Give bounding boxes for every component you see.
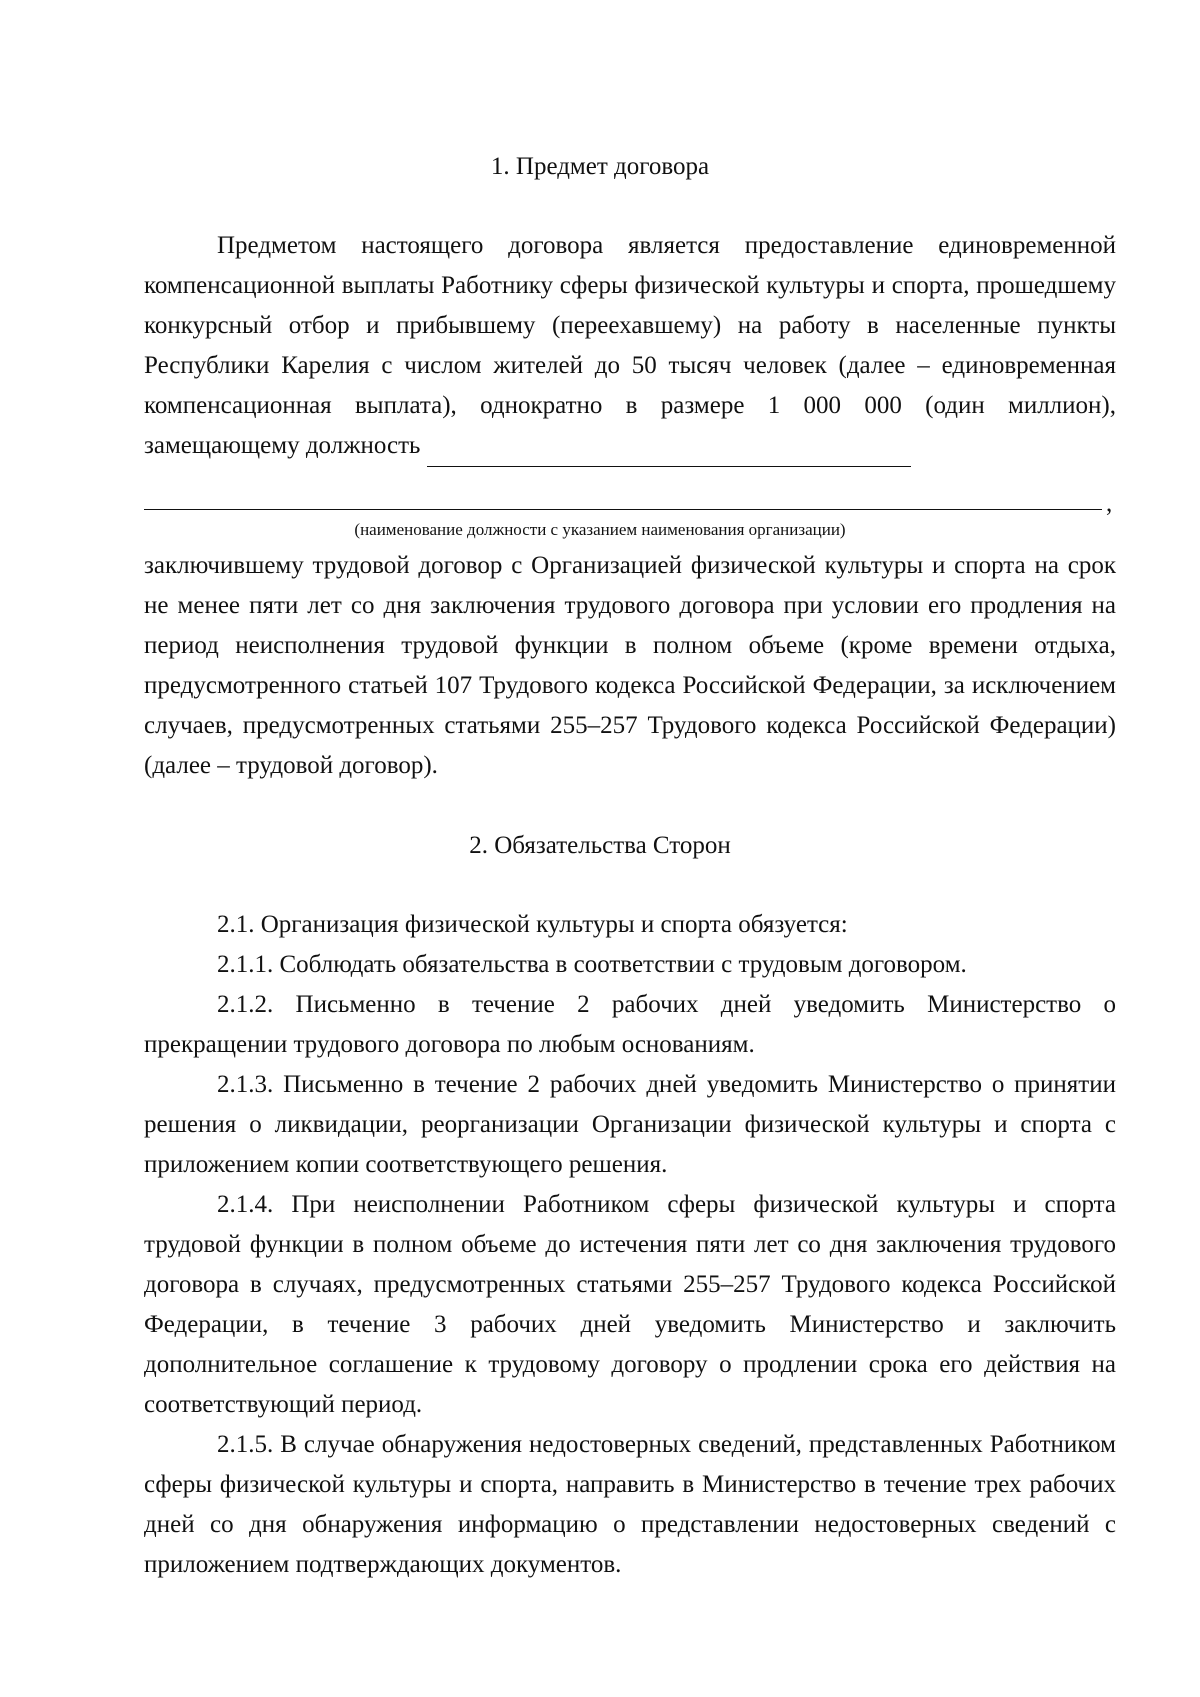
- subject-text: Предметом настоящего договора является предоставление единовременной компенсационной выплаты Работнику сферы физической культуры и спорта, прошедшему конкурсный отбор и прибывшему (переехавшему) на работу в населенные пункты Республики Карелия с числом жителей до 50 тысяч человек (далее – единовременная компенсационная выплата), однократно в размере 1 000 000 (один миллион), замещающему должность: [144, 232, 1116, 459]
- line-end-comma: ,: [1106, 490, 1113, 517]
- clause-2-1-2: 2.1.2. Письменно в течение 2 рабочих дней уведомить Министерство о прекращении трудового договора по любым основаниям.: [144, 991, 1116, 1058]
- clause-2-1-1: 2.1.1. Соблюдать обязательства в соответствии с трудовым договором.: [217, 951, 967, 978]
- section-1-continuation: [144, 546, 1116, 786]
- position-field-hint: (наименование должности с указанием наименования организации): [354, 520, 846, 539]
- clause-2-1: 2.1. Организация физической культуры и спорта обязуется:: [217, 911, 848, 938]
- section-1-paragraph: [144, 226, 1116, 467]
- clause-2-1-3: 2.1.3. Письменно в течение 2 рабочих дней уведомить Министерство о принятии решения о ликвидации, реорганизации Организации физической культуры и спорта с приложением копии соответствующего решения.: [144, 1071, 1116, 1178]
- clause-2-1-5: 2.1.5. В случае обнаружения недостоверных сведений, представленных Работником сферы физической культуры и спорта, направить в Министерство в течение трех рабочих дней со дня обнаружения информацию о представлении недостоверных сведений с приложением подтверждающих документов.: [144, 1431, 1116, 1578]
- section-2-title: 2. Обязательства Сторон: [469, 832, 731, 859]
- subject-paragraph: [144, 226, 1116, 467]
- section-2-body: [144, 905, 1116, 1585]
- blank-rule: [144, 509, 1102, 510]
- continuation-paragraph: заключившему трудовой договор с Организацией физической культуры и спорта на срок не менее пяти лет со дня заключения трудового договора при условии его продления на период неисполнения трудовой функции в полном объеме (кроме времени отдыха, предусмотренного статьей 107 Трудового кодекса Российской Федерации, за исключением случаев, предусмотренных статьями 255–257 Трудового кодекса Российской Федерации) (далее – трудовой договор).: [144, 552, 1116, 779]
- position-blank-line-1: [427, 426, 911, 467]
- position-blank-line-2: [144, 480, 1116, 517]
- clause-2-1-4: 2.1.4. При неисполнении Работником сферы физической культуры и спорта трудовой функции в полном объеме до истечения пяти лет со дня заключения трудового договора в случаях, предусмотренных статьями 255–257 Трудового кодекса Российской Федерации, в течение 3 рабочих дней уведомить Министерство и заключить дополнительное соглашение к трудовому договору о продлении срока его действия на соответствующий период.: [144, 1191, 1116, 1418]
- section-1-title: 1. Предмет договора: [490, 153, 710, 180]
